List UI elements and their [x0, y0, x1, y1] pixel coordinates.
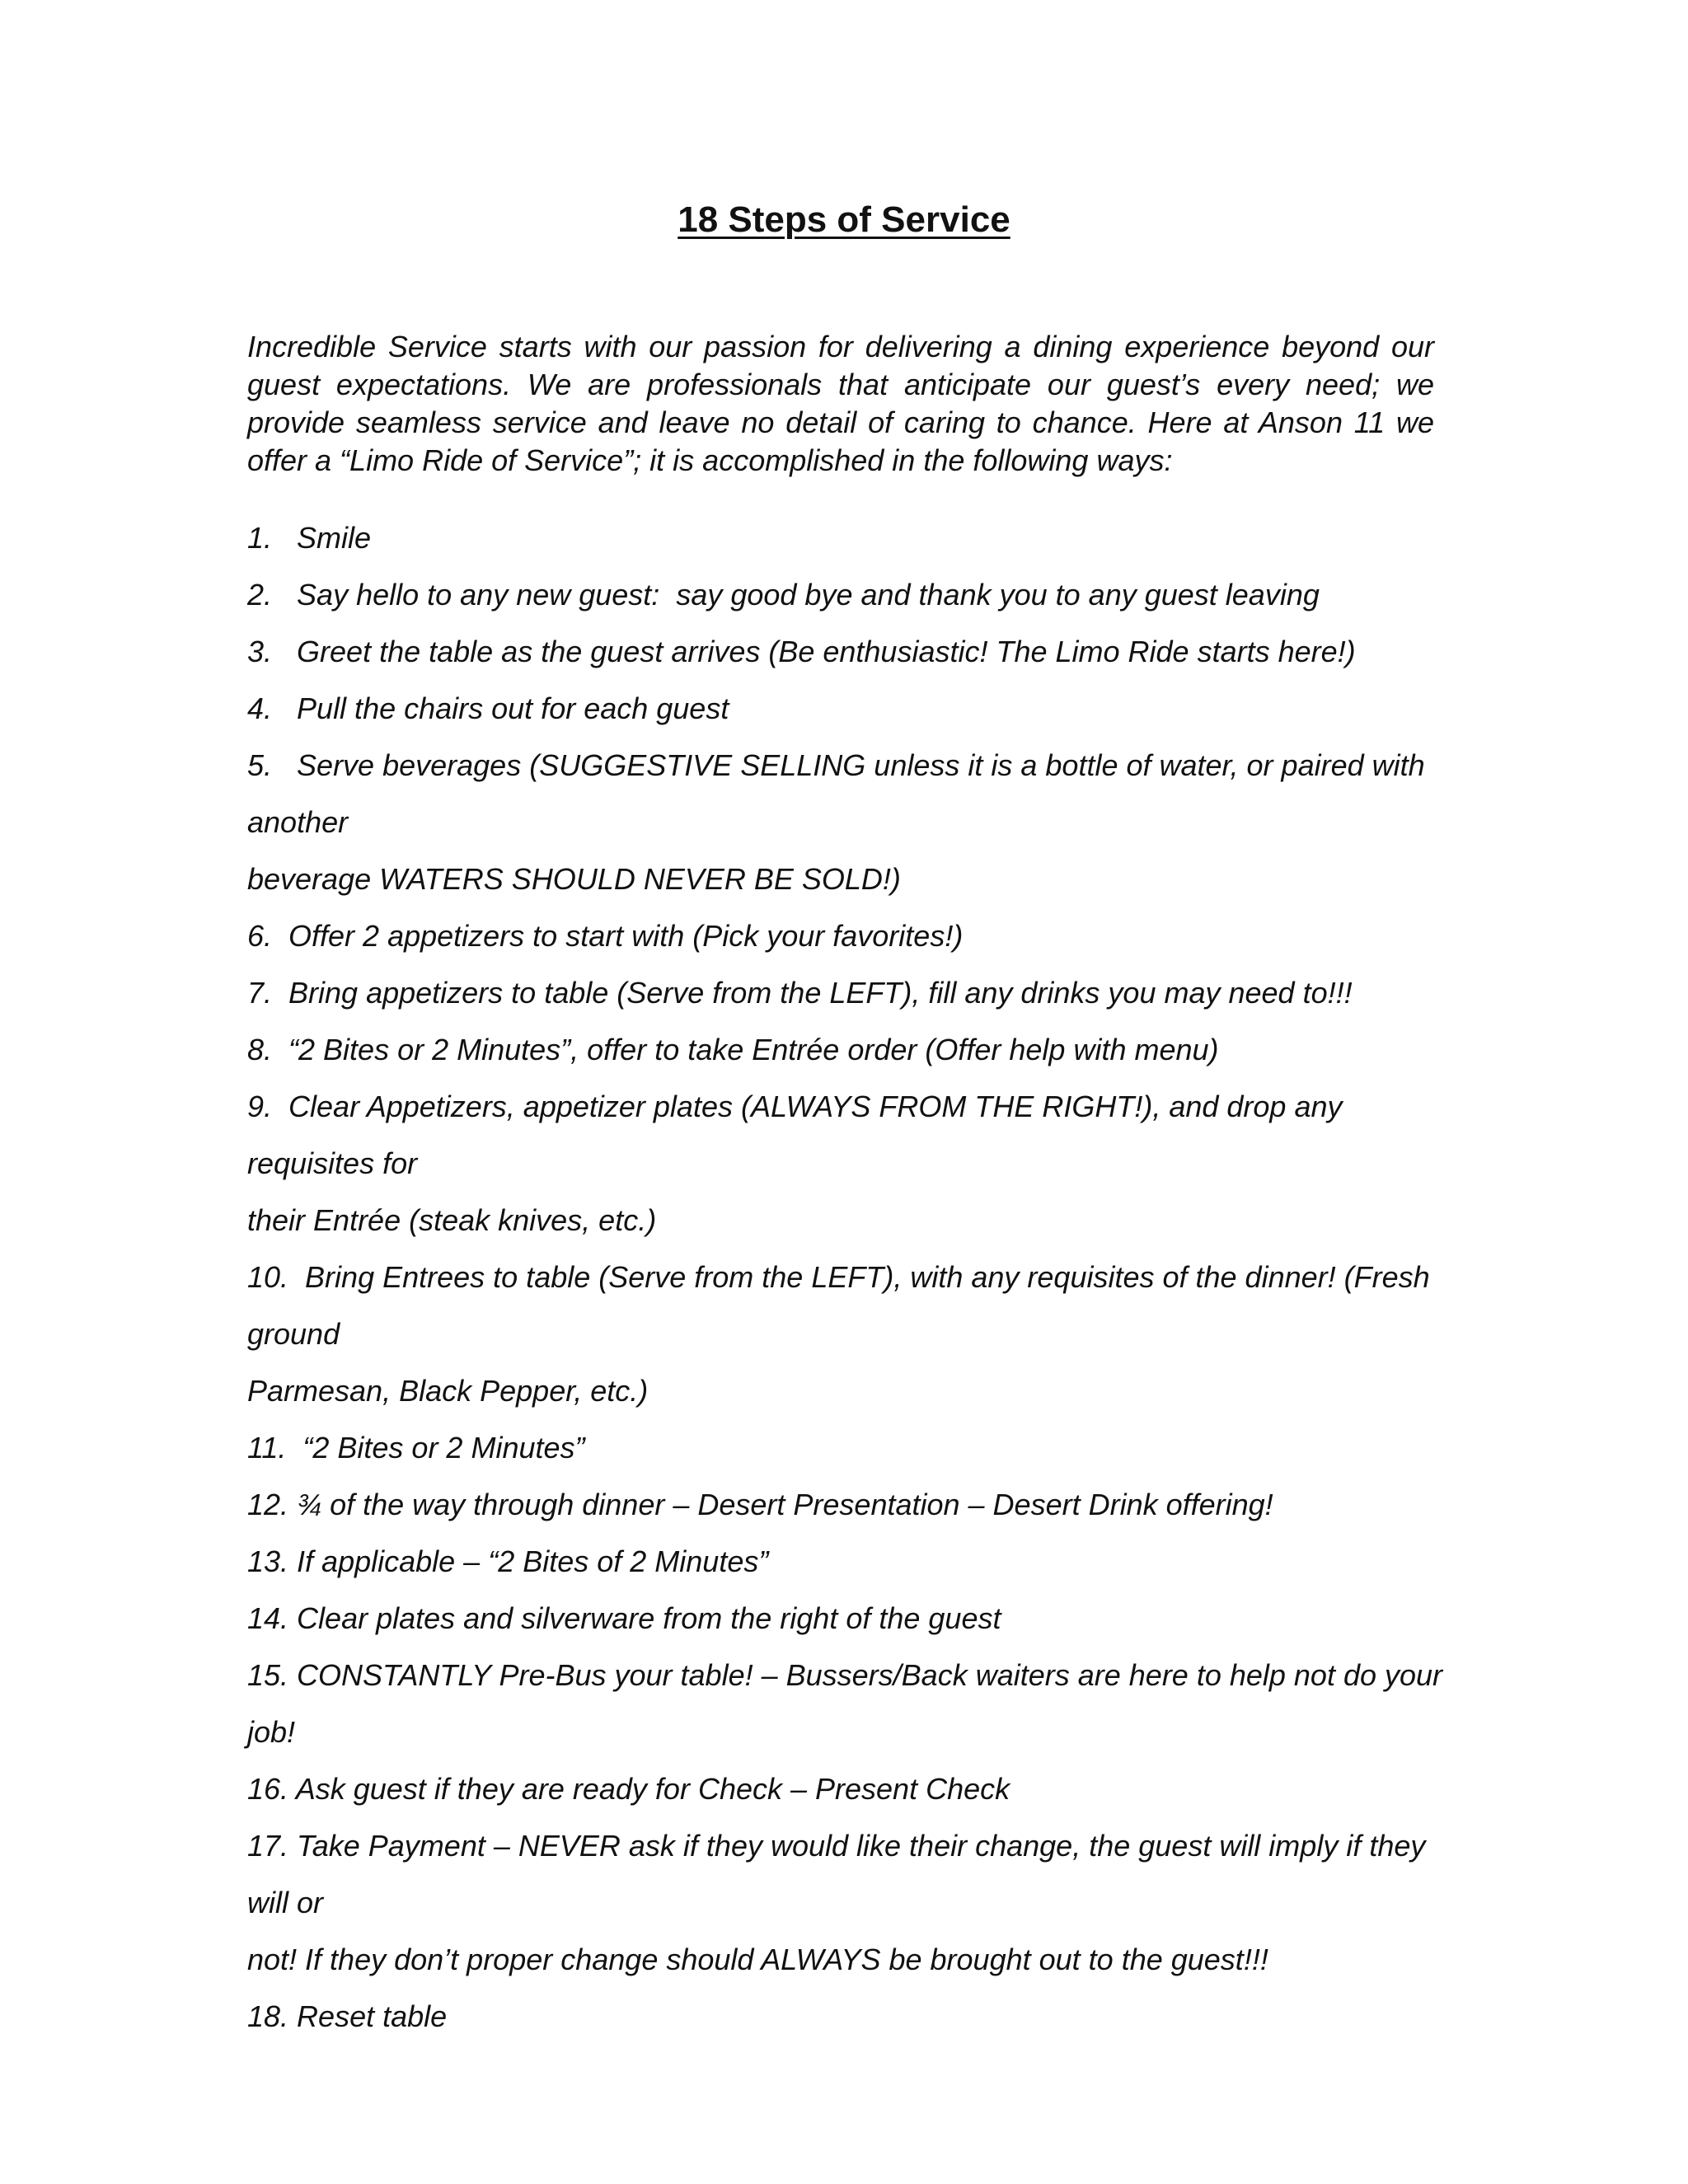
steps-list	[247, 509, 1451, 2045]
step-line: 8. “2 Bites or 2 Minutes”, offer to take Entrée order (Offer help with menu)	[247, 1033, 1219, 1066]
step-line: 18. Reset table	[247, 1999, 448, 2033]
step-line: 17. Take Payment – NEVER ask if they would like their change, the guest will imply if they will or	[247, 1829, 1434, 1919]
step-line: 11. “2 Bites or 2 Minutes”	[247, 1431, 585, 1465]
step-line: 4. Pull the chairs out for each guest	[247, 691, 729, 725]
step-line: 9. Clear Appetizers, appetizer plates (ALWAYS FROM THE RIGHT!), and drop any requisites for	[247, 1090, 1351, 1180]
step-line: 13. If applicable – “2 Bites of 2 Minutes”	[247, 1544, 769, 1578]
step-line: their Entrée (steak knives, etc.)	[247, 1203, 657, 1237]
step-line: 1. Smile	[247, 521, 372, 555]
step-line: 2. Say hello to any new guest: say good bye and thank you to any guest leaving	[247, 578, 1320, 612]
step-line: 6. Offer 2 appetizers to start with (Pick your favorites!)	[247, 919, 964, 953]
step-line: not! If they don’t proper change should ALWAYS be brought out to the guest!!!	[247, 1943, 1268, 1976]
step-line: 15. CONSTANTLY Pre-Bus your table! – Bussers/Back waiters are here to help not do your job!	[247, 1658, 1451, 1749]
step-line: 7. Bring appetizers to table (Serve from the LEFT), fill any drinks you may need to!!!	[247, 976, 1353, 1010]
intro-paragraph: Incredible Service starts with our passion for delivering a dining experience beyond our guest expectations. We are professionals that anticipate our guest’s every need; we provide seamless service and leave no detail of caring to chance. Here at Anson 11 we offer a “Limo Ride of Service”; it is accomplished in the following ways:	[247, 330, 1434, 477]
step-line: 14. Clear plates and silverware from the right of the guest	[247, 1601, 1001, 1635]
step-line: Parmesan, Black Pepper, etc.)	[247, 1374, 649, 1408]
document-title-container	[0, 198, 1688, 242]
step-line: 5. Serve beverages (SUGGESTIVE SELLING unless it is a bottle of water, or paired with another	[247, 748, 1433, 839]
step-line: 10. Bring Entrees to table (Serve from the LEFT), with any requisites of the dinner! (Fresh ground	[247, 1260, 1438, 1351]
document-title: 18 Steps of Service	[678, 199, 1010, 240]
step-line: 16. Ask guest if they are ready for Check – Present Check	[247, 1772, 1010, 1806]
step-line: beverage WATERS SHOULD NEVER BE SOLD!)	[247, 862, 901, 896]
step-line: 12. ¾ of the way through dinner – Desert Presentation – Desert Drink offering!	[247, 1488, 1273, 1521]
step-line: 3. Greet the table as the guest arrives (Be enthusiastic! The Limo Ride starts here!)	[247, 635, 1356, 668]
